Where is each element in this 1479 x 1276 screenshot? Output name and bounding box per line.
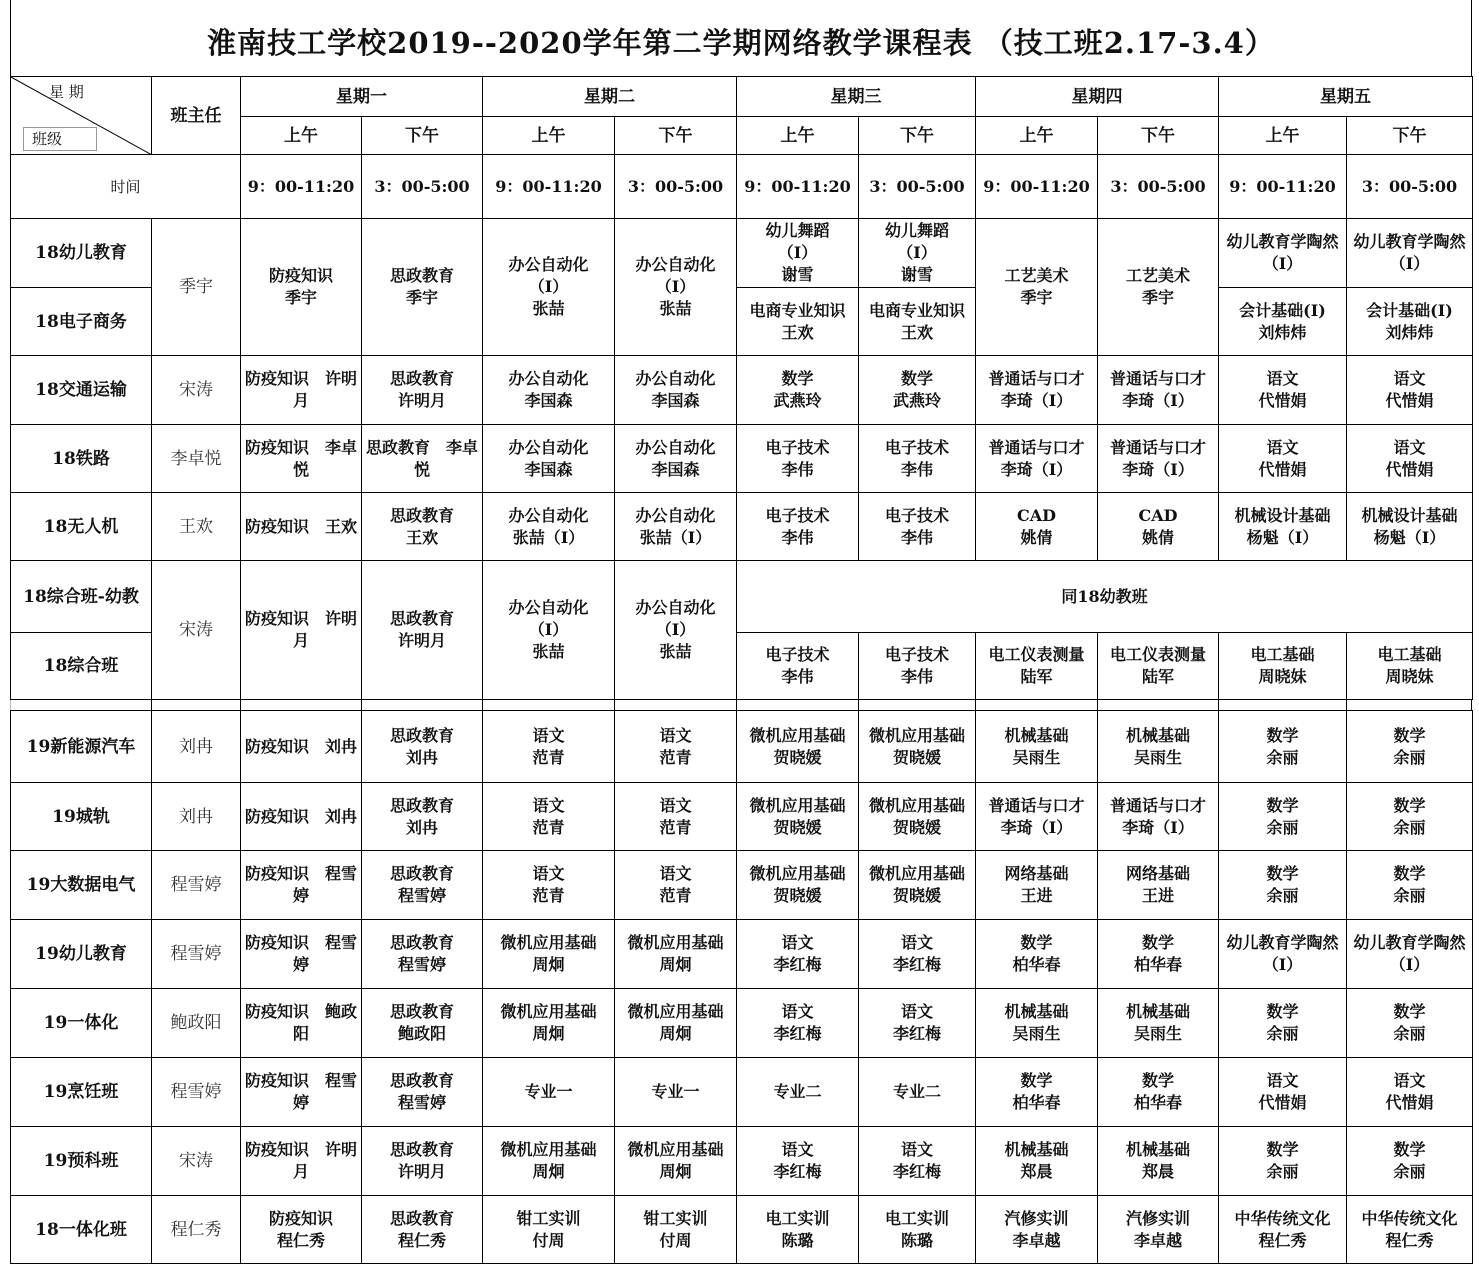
class-row (11, 851, 1473, 920)
pm-header: 下午 (859, 117, 976, 155)
course-cell: 数学 余丽 (1219, 1127, 1347, 1196)
course-cell: 数学 柏华春 (1098, 1058, 1219, 1127)
course-cell: 电商专业知识 王欢 (737, 288, 859, 356)
gap-column-line (10, 700, 11, 710)
class-name: 18综合班-幼教 (11, 561, 152, 633)
class-name: 19新能源汽车 (11, 711, 152, 783)
head-teacher-name: 鲍政阳 (152, 989, 241, 1058)
am-header: 上午 (1219, 117, 1347, 155)
course-cell: 专业二 (737, 1058, 859, 1127)
head-teacher-name: 季宇 (152, 219, 241, 356)
course-cell: 电工基础 周晓妹 (1219, 633, 1347, 700)
course-cell: 防疫知识 许明月 (241, 356, 362, 425)
course-cell: 会计基础(I) 刘炜炜 (1347, 288, 1473, 356)
class-name: 19大数据电气 (11, 851, 152, 920)
course-cell: 电子技术 李伟 (859, 633, 976, 700)
course-cell: 思政教育 程雪婷 (362, 1058, 483, 1127)
course-cell: 思政教育 程雪婷 (362, 920, 483, 989)
course-cell: 微机应用基础 贺晓媛 (737, 851, 859, 920)
course-cell: 工艺美术 季宇 (1098, 219, 1219, 356)
class-row (11, 711, 1473, 783)
course-cell: 中华传统文化 程仁秀 (1219, 1196, 1347, 1264)
course-cell: 办公自动化 李国森 (483, 425, 615, 493)
class-row (11, 1058, 1473, 1127)
pm-header: 下午 (1098, 117, 1219, 155)
head-teacher-name: 程雪婷 (152, 851, 241, 920)
course-cell: 思政教育 许明月 (362, 356, 483, 425)
gap-column-line (1471, 700, 1472, 710)
schedule-table-bottom (10, 710, 1473, 1264)
head-teacher-name: 李卓悦 (152, 425, 241, 493)
course-cell: 微机应用基础 周炯 (483, 1127, 615, 1196)
course-cell: 电工仪表测量 陆军 (1098, 633, 1219, 700)
day-header-mon: 星期一 (241, 77, 483, 117)
course-cell: 幼儿教育学陶然（I） (1347, 920, 1473, 989)
course-cell: 办公自动化 张喆（I） (483, 493, 615, 561)
course-cell: 幼儿舞蹈 （I） 谢雪 (859, 219, 976, 288)
table-gap (10, 700, 1472, 710)
am-time: 9：00-11:20 (976, 155, 1098, 219)
course-cell: 幼儿教育学陶然（I） (1347, 219, 1473, 288)
course-cell: 钳工实训 付周 (615, 1196, 737, 1264)
course-cell: 思政教育 刘冉 (362, 783, 483, 851)
gap-column-line (736, 700, 737, 710)
course-cell: 电工基础 周晓妹 (1347, 633, 1473, 700)
course-cell: 数学 武燕玲 (859, 356, 976, 425)
course-cell: 网络基础 王进 (976, 851, 1098, 920)
course-cell: 电工仪表测量 陆军 (976, 633, 1098, 700)
course-cell: 专业二 (859, 1058, 976, 1127)
am-header: 上午 (241, 117, 362, 155)
same-as-note: 同18幼教班 (737, 561, 1473, 633)
course-cell: 语文 范青 (483, 851, 615, 920)
am-header: 上午 (976, 117, 1098, 155)
course-cell: 专业一 (483, 1058, 615, 1127)
class-name: 18铁路 (11, 425, 152, 493)
gap-column-line (614, 700, 615, 710)
class-name: 19城轨 (11, 783, 152, 851)
course-cell: 语文 李红梅 (737, 920, 859, 989)
course-cell: 思政教育 程雪婷 (362, 851, 483, 920)
course-cell: 办公自动化 李国森 (483, 356, 615, 425)
course-cell: 语文 代惜娟 (1347, 1058, 1473, 1127)
course-cell: 微机应用基础 贺晓媛 (859, 851, 976, 920)
course-cell: 微机应用基础 周炯 (483, 920, 615, 989)
course-cell: 工艺美术 季宇 (976, 219, 1098, 356)
course-cell: 机械基础 郑晨 (1098, 1127, 1219, 1196)
day-header-wed: 星期三 (737, 77, 976, 117)
am-time: 9：00-11:20 (241, 155, 362, 219)
schedule-page (10, 0, 1472, 1264)
pm-time: 3：00-5:00 (615, 155, 737, 219)
page-title: 淮南技工学校2019--2020学年第二学期网络教学课程表 （技工班2.17-3.4） (10, 0, 1472, 76)
course-cell: 思政教育 许明月 (362, 1127, 483, 1196)
course-cell: 机械设计基础 杨魁（I） (1219, 493, 1347, 561)
course-cell: 数学 余丽 (1347, 1127, 1473, 1196)
course-cell: 数学 余丽 (1347, 783, 1473, 851)
course-cell: 会计基础(I) 刘炜炜 (1219, 288, 1347, 356)
course-cell: 语文 代惜娟 (1219, 356, 1347, 425)
course-cell: 微机应用基础 贺晓媛 (737, 783, 859, 851)
course-cell: 电商专业知识 王欢 (859, 288, 976, 356)
course-cell: 办公自动化 张喆（I） (615, 493, 737, 561)
course-cell: 语文 李红梅 (859, 989, 976, 1058)
course-cell: 微机应用基础 周炯 (615, 920, 737, 989)
head-teacher-name: 程仁秀 (152, 1196, 241, 1264)
course-cell: 微机应用基础 贺晓媛 (859, 711, 976, 783)
course-cell: 防疫知识 许明月 (241, 561, 362, 700)
am-time: 9：00-11:20 (483, 155, 615, 219)
course-cell: 语文 范青 (483, 711, 615, 783)
course-cell: 微机应用基础 周炯 (615, 1127, 737, 1196)
course-cell: 语文 李红梅 (737, 1127, 859, 1196)
course-cell: 汽修实训 李卓越 (1098, 1196, 1219, 1264)
head-teacher-name: 刘冉 (152, 711, 241, 783)
course-cell: 办公自动化 （I） 张喆 (483, 561, 615, 700)
course-cell: 防疫知识 李卓悦 (241, 425, 362, 493)
course-cell: 防疫知识 程雪婷 (241, 851, 362, 920)
class-rows-bottom (11, 711, 1473, 1264)
course-cell: 语文 范青 (615, 851, 737, 920)
course-cell: 语文 范青 (483, 783, 615, 851)
course-cell: 数学 余丽 (1219, 783, 1347, 851)
course-cell: 语文 李红梅 (859, 920, 976, 989)
course-cell: 防疫知识 刘冉 (241, 711, 362, 783)
class-row (11, 920, 1473, 989)
gap-column-line (1218, 700, 1219, 710)
schedule-table-top (10, 76, 1473, 700)
course-cell: 钳工实训 付周 (483, 1196, 615, 1264)
course-cell: 数学 余丽 (1219, 711, 1347, 783)
class-row-18-early-edu (11, 219, 1473, 288)
pm-time: 3：00-5:00 (1347, 155, 1473, 219)
course-cell: 中华传统文化 程仁秀 (1347, 1196, 1473, 1264)
course-cell: 防疫知识 季宇 (241, 219, 362, 356)
pm-header: 下午 (615, 117, 737, 155)
course-cell: 办公自动化 （I） 张喆 (615, 561, 737, 700)
course-cell: 办公自动化 （I） 张喆 (615, 219, 737, 356)
class-name: 19烹饪班 (11, 1058, 152, 1127)
day-header-thu: 星期四 (976, 77, 1219, 117)
course-cell: 网络基础 王进 (1098, 851, 1219, 920)
course-cell: 数学 柏华春 (976, 1058, 1098, 1127)
course-cell: 机械基础 吴雨生 (976, 711, 1098, 783)
course-cell: 防疫知识 鲍政阳 (241, 989, 362, 1058)
course-cell: 语文 李红梅 (737, 989, 859, 1058)
time-label: 时间 (11, 155, 241, 219)
class-name: 19幼儿教育 (11, 920, 152, 989)
header-corner-cell (11, 77, 152, 155)
course-cell: 电子技术 李伟 (859, 493, 976, 561)
course-cell: 微机应用基础 贺晓媛 (859, 783, 976, 851)
course-cell: 数学 武燕玲 (737, 356, 859, 425)
course-cell: 办公自动化 李国森 (615, 425, 737, 493)
course-cell: 防疫知识 程雪婷 (241, 920, 362, 989)
course-cell: 幼儿舞蹈 （I） 谢雪 (737, 219, 859, 288)
course-cell: 防疫知识 程雪婷 (241, 1058, 362, 1127)
course-cell: 幼儿教育学陶然（I） (1219, 920, 1347, 989)
head-teacher-name: 刘冉 (152, 783, 241, 851)
am-time: 9：00-11:20 (737, 155, 859, 219)
course-cell: 机械基础 郑晨 (976, 1127, 1098, 1196)
course-cell: 普通话与口才 李琦（I） (1098, 356, 1219, 425)
course-cell: 语文 李红梅 (859, 1127, 976, 1196)
day-header-tue: 星期二 (483, 77, 737, 117)
course-cell: 幼儿教育学陶然（I） (1219, 219, 1347, 288)
course-cell: 普通话与口才 李琦（I） (976, 356, 1098, 425)
head-teacher-header: 班主任 (152, 77, 241, 155)
course-cell: 思政教育 鲍政阳 (362, 989, 483, 1058)
course-cell: 语文 范青 (615, 783, 737, 851)
course-cell: 语文 代惜娟 (1347, 425, 1473, 493)
am-header: 上午 (737, 117, 859, 155)
class-row (11, 356, 1473, 425)
course-cell: 电子技术 李伟 (859, 425, 976, 493)
class-row-18-combined-edu (11, 561, 1473, 633)
gap-column-line (240, 700, 241, 710)
corner-class-label: 班级 (23, 127, 97, 151)
class-row (11, 1196, 1473, 1264)
gap-column-line (858, 700, 859, 710)
class-row (11, 1127, 1473, 1196)
course-cell: 思政教育 季宇 (362, 219, 483, 356)
class-name: 19预科班 (11, 1127, 152, 1196)
course-cell: 电工实训 陈璐 (859, 1196, 976, 1264)
course-cell: 机械设计基础 杨魁（I） (1347, 493, 1473, 561)
course-cell: 微机应用基础 周炯 (483, 989, 615, 1058)
course-cell: 思政教育 王欢 (362, 493, 483, 561)
course-cell: 电子技术 李伟 (737, 493, 859, 561)
course-cell: 电子技术 李伟 (737, 633, 859, 700)
course-cell: 专业一 (615, 1058, 737, 1127)
course-cell: 防疫知识 许明月 (241, 1127, 362, 1196)
course-cell: 数学 柏华春 (1098, 920, 1219, 989)
course-cell: CAD 姚倩 (976, 493, 1098, 561)
class-name: 18电子商务 (11, 288, 152, 356)
pm-time: 3：00-5:00 (859, 155, 976, 219)
course-cell: 普通话与口才 李琦（I） (1098, 425, 1219, 493)
course-cell: 防疫知识 刘冉 (241, 783, 362, 851)
course-cell: 办公自动化 （I） 张喆 (483, 219, 615, 356)
head-teacher-name: 宋涛 (152, 561, 241, 700)
course-cell: 数学 余丽 (1347, 989, 1473, 1058)
pm-time: 3：00-5:00 (1098, 155, 1219, 219)
am-time: 9：00-11:20 (1219, 155, 1347, 219)
day-header-fri: 星期五 (1219, 77, 1473, 117)
course-cell: 数学 余丽 (1219, 851, 1347, 920)
head-teacher-name: 程雪婷 (152, 1058, 241, 1127)
course-cell: 思政教育 李卓悦 (362, 425, 483, 493)
course-cell: CAD 姚倩 (1098, 493, 1219, 561)
class-name: 18一体化班 (11, 1196, 152, 1264)
am-header: 上午 (483, 117, 615, 155)
course-cell: 语文 代惜娟 (1347, 356, 1473, 425)
course-cell: 思政教育 许明月 (362, 561, 483, 700)
course-cell: 思政教育 刘冉 (362, 711, 483, 783)
class-name: 19一体化 (11, 989, 152, 1058)
head-teacher-name: 程雪婷 (152, 920, 241, 989)
course-cell: 数学 柏华春 (976, 920, 1098, 989)
head-teacher-name: 宋涛 (152, 356, 241, 425)
course-cell: 普通话与口才 李琦（I） (976, 425, 1098, 493)
corner-week-label: 星 期 (49, 83, 84, 101)
class-row (11, 989, 1473, 1058)
course-cell: 微机应用基础 贺晓媛 (737, 711, 859, 783)
class-name: 18综合班 (11, 633, 152, 700)
course-cell: 电子技术 李伟 (737, 425, 859, 493)
head-teacher-name: 王欢 (152, 493, 241, 561)
gap-column-line (1097, 700, 1098, 710)
gap-column-line (151, 700, 152, 710)
pm-header: 下午 (1347, 117, 1473, 155)
head-teacher-name: 宋涛 (152, 1127, 241, 1196)
gap-column-line (361, 700, 362, 710)
class-rows-top (11, 356, 1473, 561)
course-cell: 语文 范青 (615, 711, 737, 783)
course-cell: 语文 代惜娟 (1219, 1058, 1347, 1127)
class-row (11, 783, 1473, 851)
pm-header: 下午 (362, 117, 483, 155)
pm-time: 3：00-5:00 (362, 155, 483, 219)
class-name: 18无人机 (11, 493, 152, 561)
course-cell: 防疫知识 程仁秀 (241, 1196, 362, 1264)
course-cell: 汽修实训 李卓越 (976, 1196, 1098, 1264)
course-cell: 语文 代惜娟 (1219, 425, 1347, 493)
time-row (11, 155, 1473, 219)
class-name: 18交通运输 (11, 356, 152, 425)
class-name: 18幼儿教育 (11, 219, 152, 288)
course-cell: 普通话与口才 李琦（I） (976, 783, 1098, 851)
course-cell: 微机应用基础 周炯 (615, 989, 737, 1058)
course-cell: 思政教育 程仁秀 (362, 1196, 483, 1264)
gap-column-line (482, 700, 483, 710)
gap-column-line (1346, 700, 1347, 710)
course-cell: 机械基础 吴雨生 (1098, 711, 1219, 783)
gap-column-line (975, 700, 976, 710)
class-row (11, 493, 1473, 561)
course-cell: 办公自动化 李国森 (615, 356, 737, 425)
course-cell: 数学 余丽 (1347, 851, 1473, 920)
course-cell: 防疫知识 王欢 (241, 493, 362, 561)
course-cell: 数学 余丽 (1219, 989, 1347, 1058)
course-cell: 机械基础 吴雨生 (976, 989, 1098, 1058)
course-cell: 机械基础 吴雨生 (1098, 989, 1219, 1058)
course-cell: 电工实训 陈璐 (737, 1196, 859, 1264)
course-cell: 普通话与口才 李琦（I） (1098, 783, 1219, 851)
class-row (11, 425, 1473, 493)
course-cell: 数学 余丽 (1347, 711, 1473, 783)
